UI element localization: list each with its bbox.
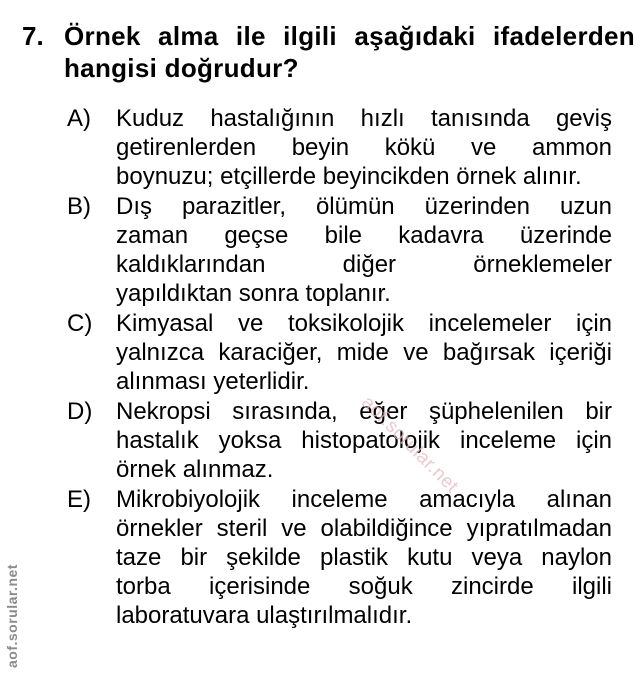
option-c[interactable] [67, 309, 615, 396]
option-text [116, 485, 612, 630]
option-d[interactable] [67, 397, 615, 484]
option-line: zaman geçse bile kadavra üzerinde [116, 222, 612, 249]
option-line: örnekler steril ve olabildiğince yıpratılmadan [116, 515, 612, 542]
option-line: Kimyasal ve toksikolojik incelemeler için [116, 310, 612, 337]
question-stem [64, 20, 635, 84]
option-b[interactable] [67, 192, 615, 308]
option-line: örnek alınmaz. [116, 456, 274, 483]
option-line: kaldıklarından diğer örneklemeler [116, 251, 612, 278]
option-line: alınması yeterlidir. [116, 368, 310, 395]
option-line: boynuzu; etçillerde beyincikden örnek alınır. [116, 163, 582, 190]
option-line: Kuduz hastalığının hızlı tanısında geviş [116, 105, 612, 132]
option-letter: C) [67, 310, 93, 337]
option-letter: B) [67, 193, 91, 220]
option-text [116, 192, 612, 308]
option-line: yapıldıktan sonra toplanır. [116, 280, 391, 307]
option-letter: E) [67, 486, 91, 513]
option-line: Nekropsi sırasında, eğer şüphelenilen bir [116, 398, 612, 425]
option-text [116, 397, 612, 484]
option-e[interactable] [67, 485, 615, 630]
question-number: 7. [22, 21, 44, 51]
watermark-diagonal: aof.sorular.net [357, 392, 463, 498]
option-line: torba içerisinde soğuk zincirde ilgili [116, 573, 612, 600]
option-text [116, 104, 612, 191]
question-stem-line: hangisi doğrudur? [64, 53, 299, 83]
option-line: getirenlerden beyin kökü ve ammon [116, 134, 612, 161]
option-line: hastalık yoksa histopatolojik inceleme için [116, 427, 612, 454]
watermark-side: aof.sorular.net [4, 564, 20, 668]
option-letter: D) [67, 398, 93, 425]
answer-options [67, 104, 615, 631]
option-line: yalnızca karaciğer, mide ve bağırsak içeriği [116, 339, 612, 366]
question-stem-line: Örnek alma ile ilgili aşağıdaki ifadelerden [64, 21, 635, 51]
option-line: taze bir şekilde plastik kutu veya naylon [116, 544, 612, 571]
option-letter: A) [67, 105, 91, 132]
option-a[interactable] [67, 104, 615, 191]
option-line: Dış parazitler, ölümün üzerinden uzun [116, 193, 612, 220]
option-line: Mikrobiyolojik inceleme amacıyla alınan [116, 486, 612, 513]
option-line: laboratuvara ulaştırılmalıdır. [116, 602, 413, 629]
option-text [116, 309, 612, 396]
